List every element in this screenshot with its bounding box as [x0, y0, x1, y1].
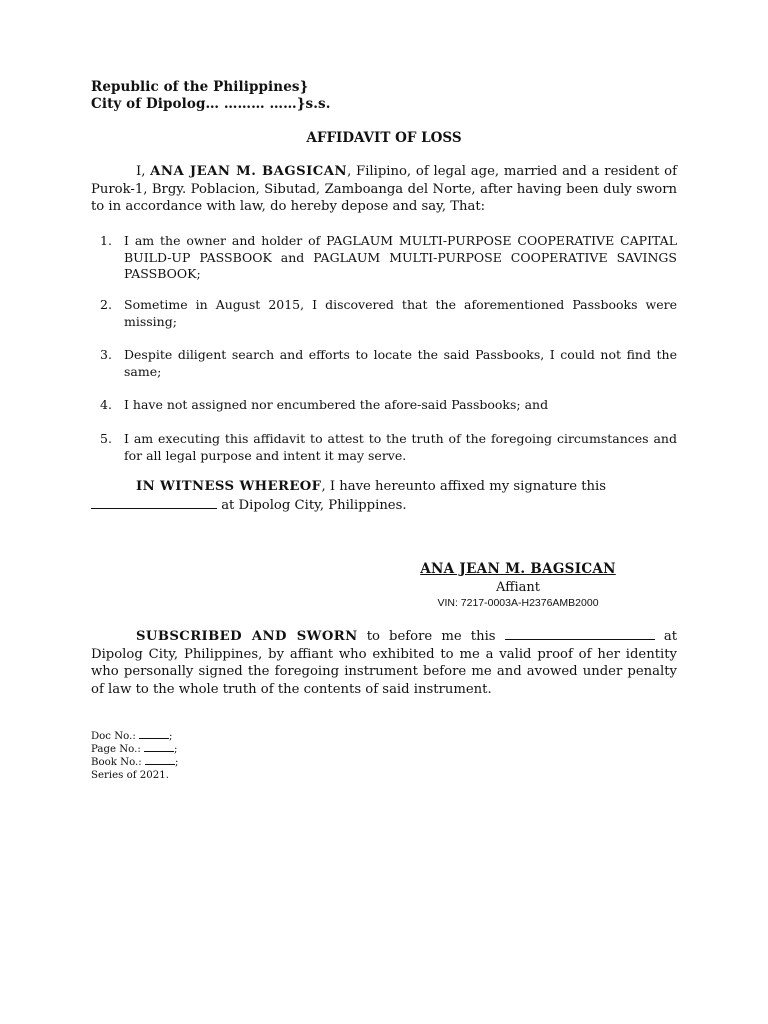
book-blank	[145, 756, 175, 765]
item-number: 4.	[100, 397, 112, 412]
list-item	[100, 397, 677, 414]
item-number: 2.	[100, 297, 112, 312]
affiant-label: Affiant	[496, 580, 540, 595]
doc-blank	[139, 730, 169, 739]
witness-place: at Dipolog City, Philippines.	[217, 497, 407, 513]
item-text: I have not assigned nor encumbered the afore-said Passbooks; and	[124, 397, 549, 412]
notarial-register	[91, 730, 178, 782]
venue-block	[91, 79, 331, 113]
witness-heading: IN WITNESS WHEREOF	[136, 479, 322, 494]
document-title: AFFIDAVIT OF LOSS	[306, 130, 462, 146]
jurat-heading: SUBSCRIBED AND SWORN	[136, 629, 358, 644]
page-blank	[144, 743, 174, 752]
list-item	[100, 233, 677, 283]
affiant-signature-name: ANA JEAN M. BAGSICAN	[420, 561, 616, 577]
series-year: Series of 2021.	[91, 770, 169, 781]
page-number: Page No.: ;	[91, 744, 178, 755]
date-blank	[91, 496, 217, 509]
list-item	[100, 297, 677, 330]
venue-republic: Republic of the Philippines}	[91, 79, 309, 95]
item-text: I am executing this affidavit to attest to the truth of the foregoing circumstances and for all legal purpose and intent it may serve.	[124, 431, 677, 463]
witness-paragraph	[91, 478, 677, 514]
witness-text: , I have hereunto affixed my signature this	[321, 479, 606, 494]
venue-city: City of Dipolog… ……… ……}s.s.	[91, 96, 331, 112]
affiant-vin: VIN: 7217-0003A-H2376AMB2000	[437, 597, 599, 609]
intro-text: , Filipino, of legal age, married and a resident of Purok-1, Brgy. Poblacion, Sibutad, Zamboanga del Norte, after having been duly sworn to in accordance with law, do hereby depose and say, That:	[91, 164, 677, 214]
intro-prefix: I,	[136, 164, 151, 179]
list-item	[100, 431, 677, 464]
list-item	[100, 347, 677, 380]
doc-number: Doc No.: ;	[91, 731, 173, 742]
item-text: Despite diligent search and efforts to locate the said Passbooks, I could not find the same;	[124, 347, 677, 379]
affiant-name-inline: ANA JEAN M. BAGSICAN	[150, 164, 348, 179]
item-number: 5.	[100, 431, 112, 446]
jurat-text-1: to before me this	[357, 629, 505, 644]
book-number: Book No.: ;	[91, 757, 179, 768]
jurat-paragraph	[91, 627, 677, 698]
item-text: I am the owner and holder of PAGLAUM MULTI-PURPOSE COOPERATIVE CAPITAL BUILD-UP PASSBOOK and PAGLAUM MULTI-PURPOSE COOPERATIVE SAVINGS PASSBOOK;	[124, 233, 677, 281]
jurat-date-blank	[505, 627, 655, 640]
item-number: 1.	[100, 233, 112, 248]
item-number: 3.	[100, 347, 112, 362]
jurat-text-2: at Dipolog City, Philippines, by affiant who exhibited to me a valid proof of her identity who personally signed the foregoing instrument before me and avowed under penalty of law to the whole truth of the contents of said instrument.	[91, 629, 677, 697]
intro-paragraph	[91, 163, 677, 216]
item-text: Sometime in August 2015, I discovered that the aforementioned Passbooks were missing;	[124, 297, 677, 329]
